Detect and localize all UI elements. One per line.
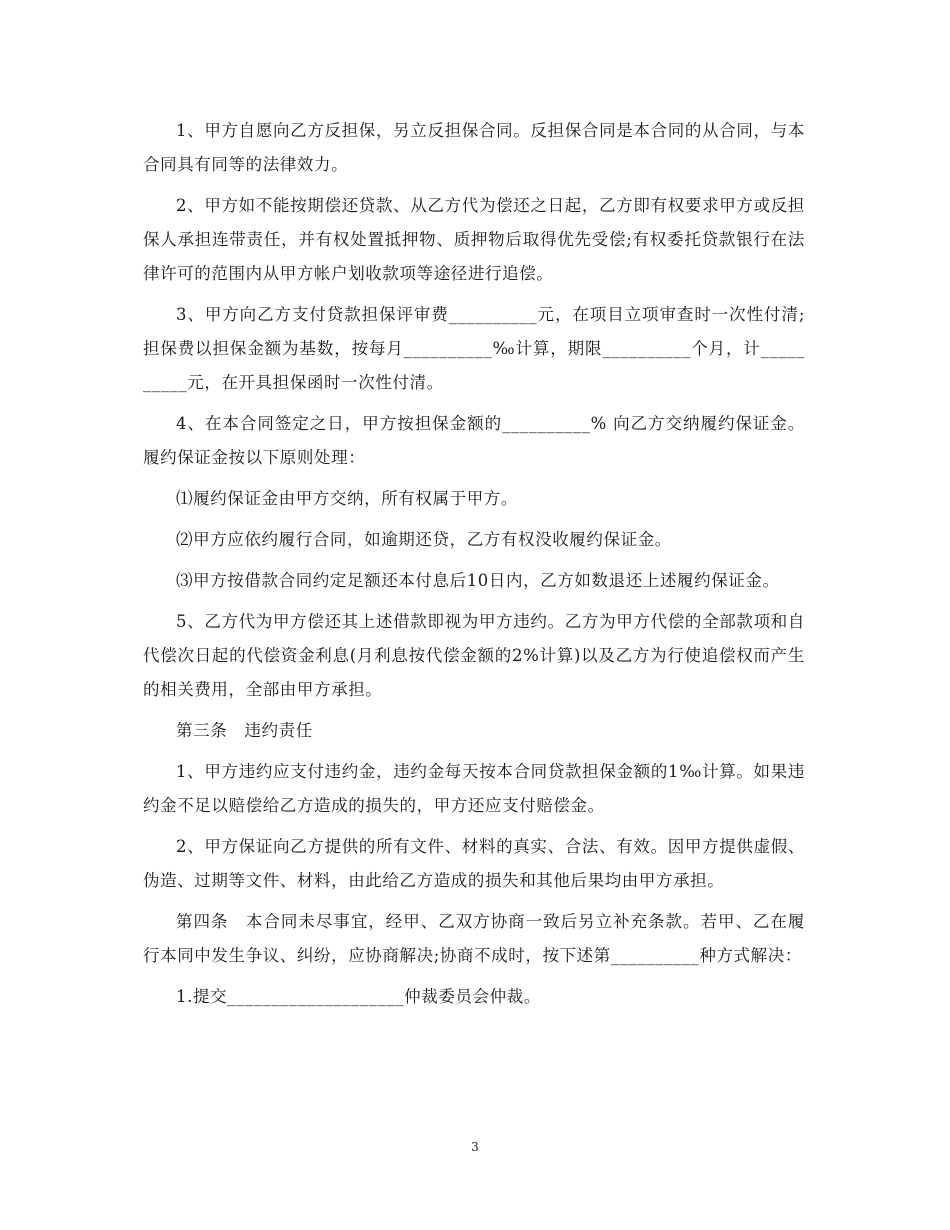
- paragraph-counter-guarantee: 1、甲方自愿向乙方反担保，另立反担保合同。反担保合同是本合同的从合同，与本合同具有同等的法律效力。: [143, 121, 805, 174]
- section-article-4-disputes: 第四条 本合同未尽事宜，经甲、乙双方协商一致后另立补充条款。若甲、乙在履行本同中发生争议、纠纷，应协商解决;协商不成时，按下述第__________种方式解决：: [143, 912, 805, 965]
- paragraph-guarantee-fees: 3、甲方向乙方支付贷款担保评审费__________元，在项目立项审查时一次性付清;担保费以担保金额为基数，按每月__________‰计算，期限__________个月，计__________元，在开具担保函时一次性付清。: [143, 305, 805, 392]
- paragraph-document-warranty: 2、甲方保证向乙方提供的所有文件、材料的真实、合法、有效。因甲方提供虚假、伪造、过期等文件、材料，由此给乙方造成的损失和其他后果均由甲方承担。: [143, 837, 805, 890]
- document-body: [143, 114, 805, 1021]
- paragraph-deposit-rule-2: ⑵甲方应依约履行合同，如逾期还贷，乙方有权没收履约保证金。: [176, 530, 672, 549]
- paragraph-deposit-rule-3: ⑶甲方按借款合同约定足额还本付息后10日内，乙方如数退还上述履约保证金。: [176, 571, 780, 590]
- paragraph-joint-liability: 2、甲方如不能按期偿还贷款、从乙方代为偿还之日起，乙方即有权要求甲方或反担保人承担连带责任，并有权处置抵押物、质押物后取得优先受偿;有权委托贷款银行在法律许可的范围内从甲方帐户划收款项等途径进行追偿。: [143, 196, 805, 283]
- paragraph-deposit-rule-1: ⑴履约保证金由甲方交纳，所有权属于甲方。: [176, 489, 518, 508]
- page-number: 3: [471, 1140, 479, 1154]
- section-heading-article-3: 第三条 违约责任: [176, 721, 313, 740]
- paragraph-penalty: 1、甲方违约应支付违约金，违约金每天按本合同贷款担保金额的1‰计算。如果违约金不足以赔偿给乙方造成的损失的，甲方还应支付赔偿金。: [143, 762, 805, 815]
- paragraph-performance-deposit: 4、在本合同签定之日，甲方按担保金额的__________% 向乙方交纳履约保证金。履约保证金按以下原则处理：: [143, 414, 805, 467]
- paragraph-arbitration: 1.提交____________________仲裁委员会仲裁。: [176, 987, 541, 1006]
- paragraph-default-compensation: 5、乙方代为甲方偿还其上述借款即视为甲方违约。乙方为甲方代偿的全部款项和自代偿次日起的代偿资金利息(月利息按代偿金额的2%计算)以及乙方为行使追偿权而产生的相关费用，全部由甲方承担。: [143, 612, 805, 699]
